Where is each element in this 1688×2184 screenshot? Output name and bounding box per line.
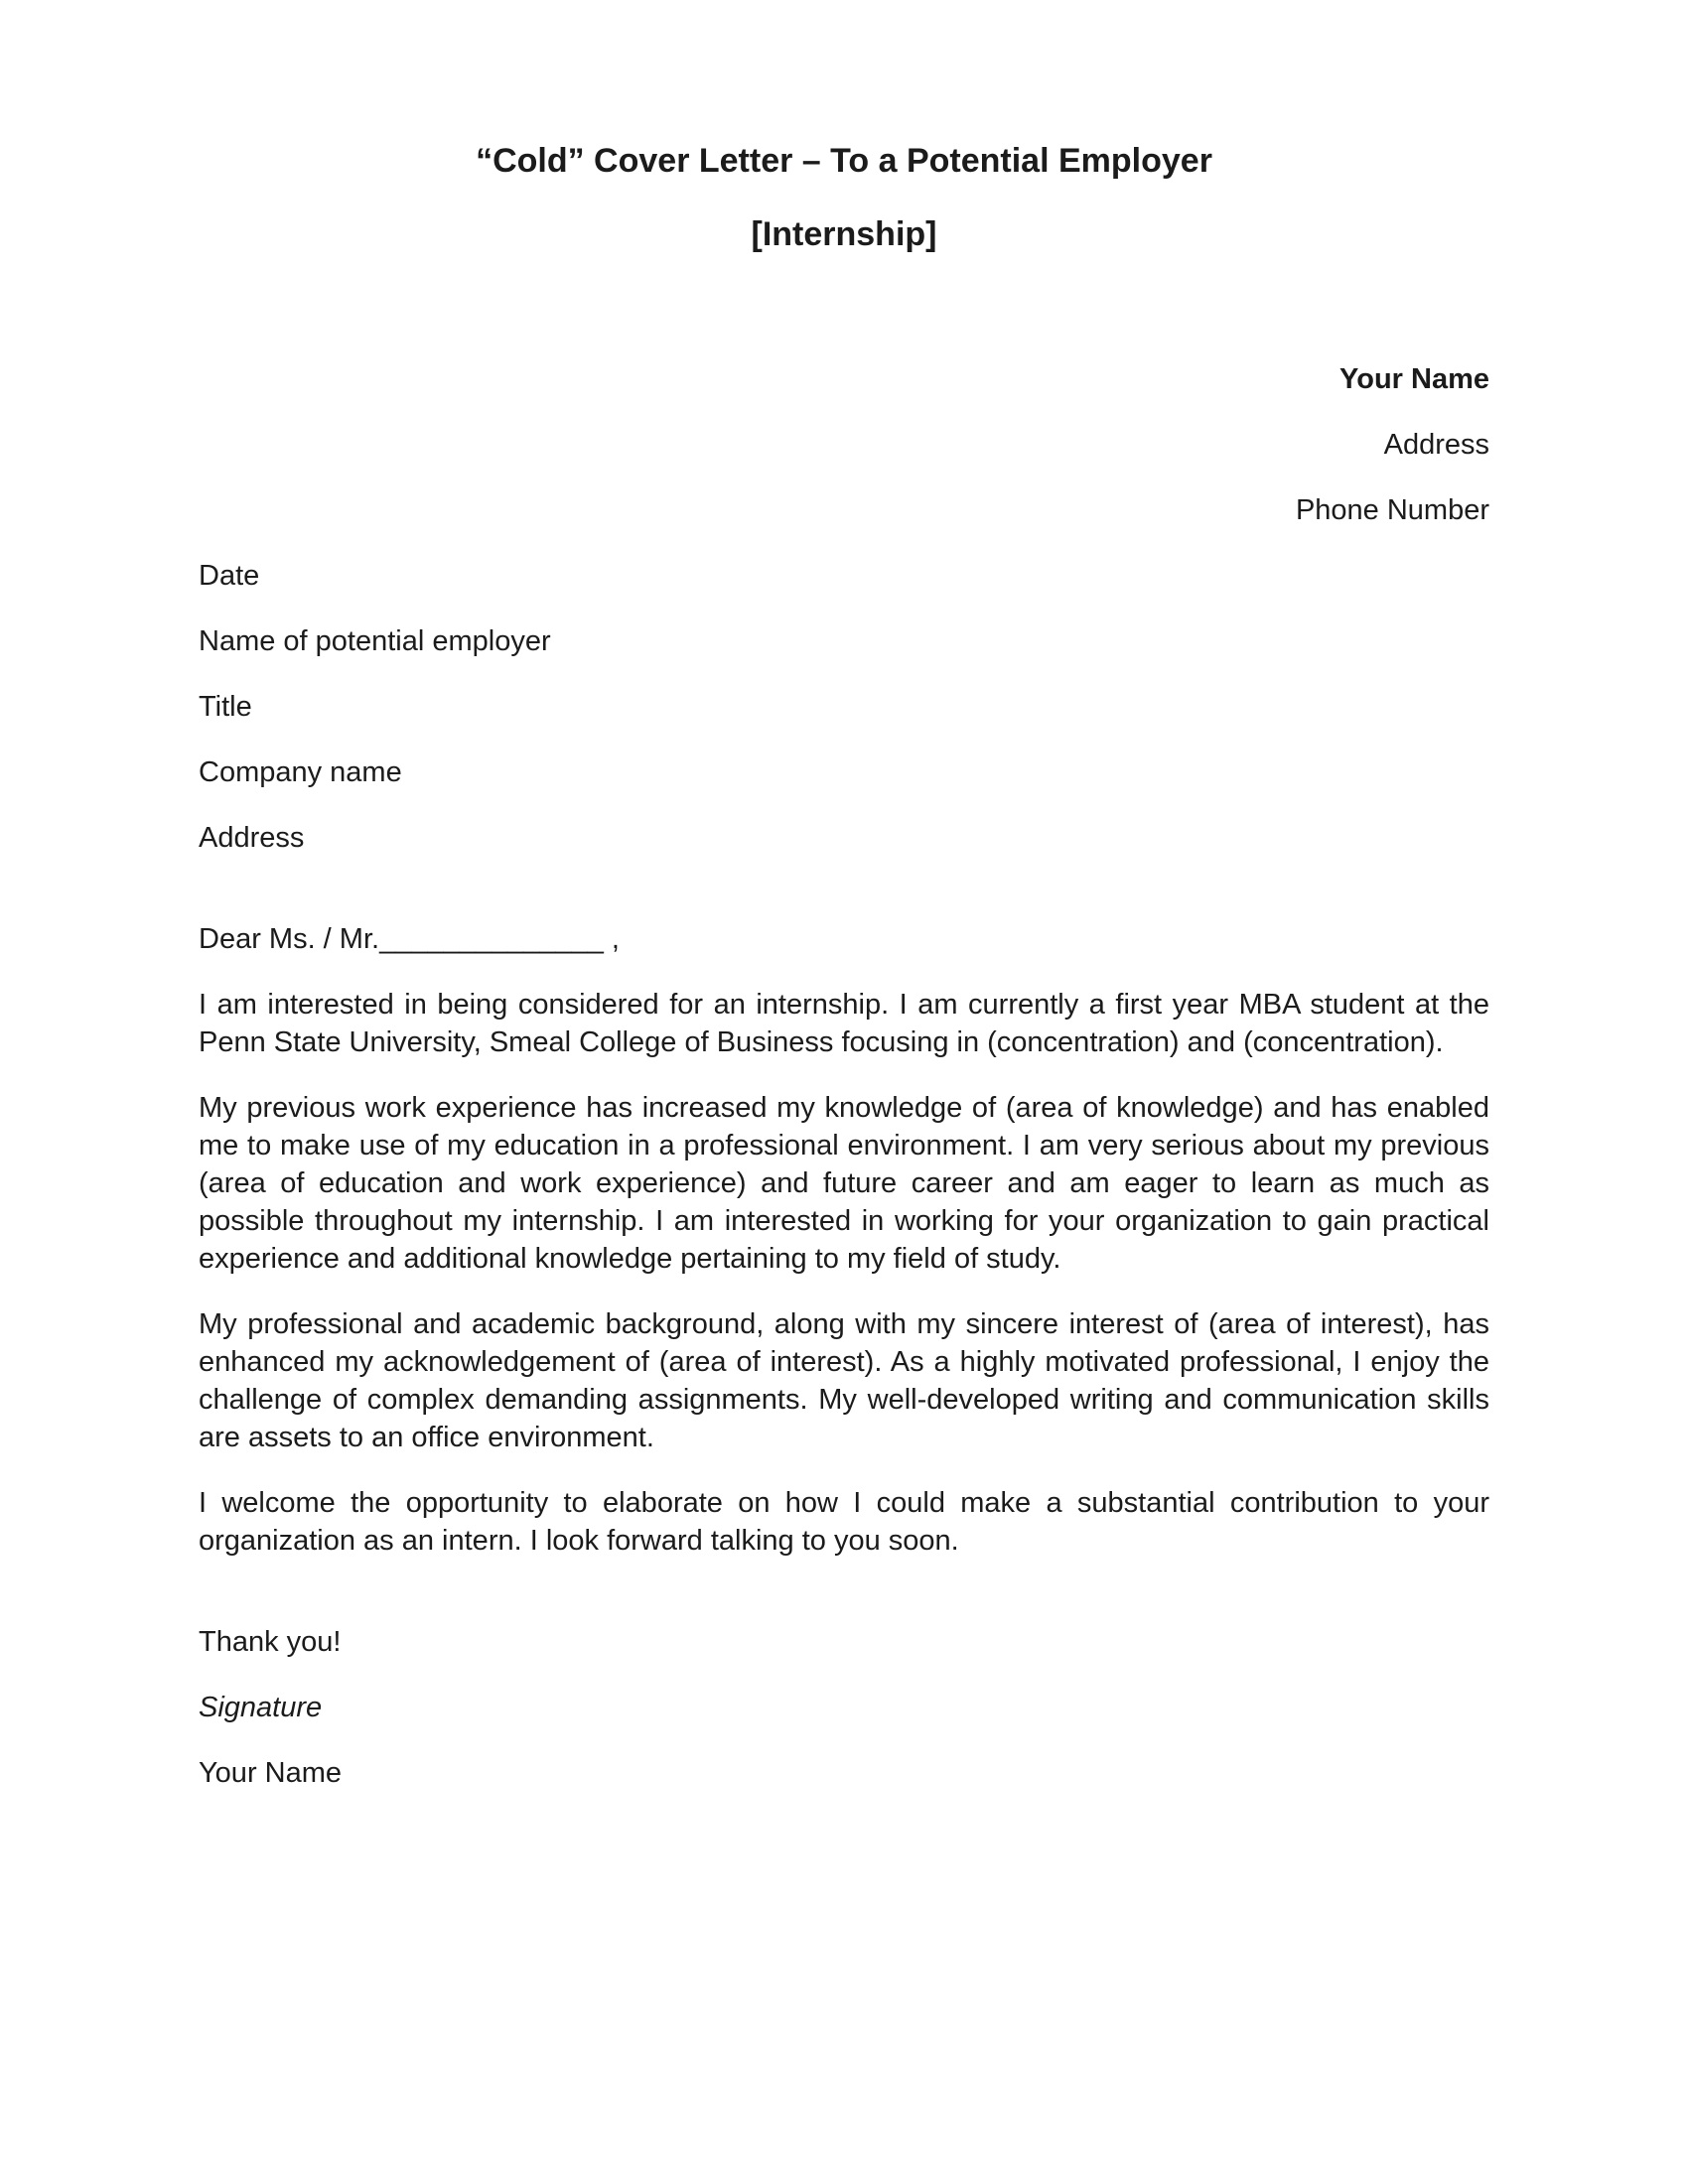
sender-phone: Phone Number: [1295, 494, 1489, 526]
closing-thanks: Thank you!: [199, 1626, 342, 1658]
sender-name: Your Name: [1339, 363, 1489, 395]
closing-name: Your Name: [199, 1757, 343, 1789]
paragraph-experience: My previous work experience has increased my knowledge of (area of knowledge) and has enabled me to make use of my education in a professional environment. I am very serious about my previous (area of education and work experience) and future career and am eager to learn as much as possible throughout my internship. I am interested in working for your organization to gain practical experience and additional knowledge pertaining to my field of study.: [199, 1092, 1489, 1275]
paragraph-closing: I welcome the opportunity to elaborate on how I could make a substantial contribution to your organization as an intern. I look forward talking to you soon.: [199, 1487, 1489, 1557]
recipient-block: [199, 557, 1489, 857]
recipient-company: Company name: [199, 756, 402, 788]
salutation: Dear Ms. / Mr.______________ ,: [199, 923, 620, 955]
recipient-title: Title: [199, 691, 252, 723]
document-title: “Cold” Cover Letter – To a Potential Employer: [476, 142, 1212, 180]
letter-date: Date: [199, 560, 260, 592]
closing-signature: Signature: [199, 1692, 323, 1723]
recipient-address: Address: [199, 822, 305, 854]
recipient-name: Name of potential employer: [199, 625, 551, 657]
document-subtitle: [Internship]: [751, 215, 937, 253]
sender-address: Address: [1383, 429, 1489, 461]
paragraph-intro: I am interested in being considered for an internship. I am currently a first year MBA student at the Penn State University, Smeal College of Business focusing in (concentration) and (concentration).: [199, 989, 1489, 1058]
sender-block: [199, 360, 1489, 529]
paragraph-background: My professional and academic background, along with my sincere interest of (area of interest), has enhanced my acknowledgement of (area of interest). As a highly motivated professional, I enjoy the challenge of complex demanding assignments. My well-developed writing and communication skills are assets to an office environment.: [199, 1308, 1489, 1453]
closing-block: [199, 1623, 1489, 1792]
